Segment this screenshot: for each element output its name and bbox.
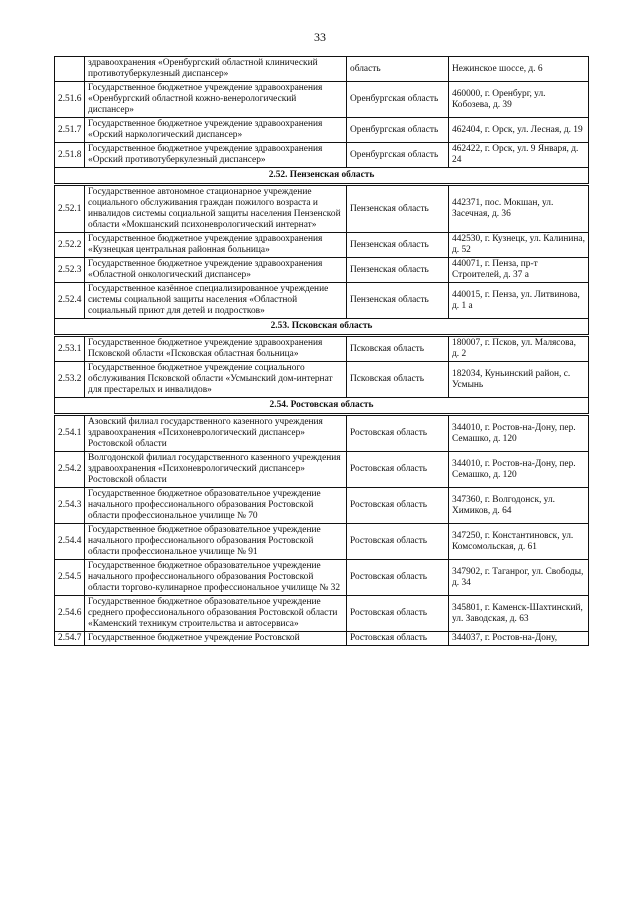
row-number: 2.52.3 [55, 258, 85, 283]
region-name: Оренбургская область [347, 143, 449, 168]
institution-address: 460000, г. Оренбург, ул. Кобозева, д. 39 [449, 82, 589, 118]
table-row [55, 632, 589, 646]
table-row [55, 452, 589, 488]
region-name: Псковская область [347, 362, 449, 398]
table-row [55, 362, 589, 398]
region-name: Оренбургская область [347, 82, 449, 118]
table-row [55, 185, 589, 233]
row-number: 2.52.2 [55, 233, 85, 258]
table-row [55, 233, 589, 258]
table-row [55, 560, 589, 596]
region-name: Пензенская область [347, 233, 449, 258]
region-name: Ростовская область [347, 524, 449, 560]
table-row [55, 336, 589, 362]
region-name: Оренбургская область [347, 118, 449, 143]
institution-address: 440015, г. Пенза, ул. Литвинова, д. 1 а [449, 283, 589, 319]
section-title: 2.52. Пензенская область [55, 168, 589, 185]
region-name: Ростовская область [347, 596, 449, 632]
institutions-table-body [55, 57, 589, 646]
region-name: Ростовская область [347, 415, 449, 452]
region-name: Пензенская область [347, 185, 449, 233]
institution-name: Государственное бюджетное учреждение здравоохранения «Орский наркологический диспансер» [85, 118, 347, 143]
row-number: 2.52.1 [55, 185, 85, 233]
section-title: 2.54. Ростовская область [55, 398, 589, 415]
institution-name: Государственное бюджетное образовательное учреждение начального профессионального образования Ростовской области профессиональное училище № 91 [85, 524, 347, 560]
institution-address: 347250, г. Константиновск, ул. Комсомольская, д. 61 [449, 524, 589, 560]
region-name: Ростовская область [347, 488, 449, 524]
institution-name: Государственное бюджетное учреждение здравоохранения Псковской области «Псковская областная больница» [85, 336, 347, 362]
institution-address: 344010, г. Ростов-на-Дону, пер. Семашко, д. 120 [449, 452, 589, 488]
region-name: область [347, 57, 449, 82]
region-name: Пензенская область [347, 283, 449, 319]
table-row [55, 415, 589, 452]
institution-name: Государственное бюджетное учреждение здравоохранения «Оренбургский областной кожно-венерологический диспансер» [85, 82, 347, 118]
institution-address: 180007, г. Псков, ул. Малясова, д. 2 [449, 336, 589, 362]
table-row [55, 57, 589, 82]
row-number: 2.53.1 [55, 336, 85, 362]
institution-name: Государственное бюджетное образовательное учреждение среднего профессионального образования Ростовской области «Каменский техникум строительства и автосервиса» [85, 596, 347, 632]
institution-name: Государственное бюджетное учреждение Ростовской [85, 632, 347, 646]
region-name: Ростовская область [347, 452, 449, 488]
institution-name: Государственное бюджетное учреждение социального обслуживания Псковской области «Усмынский дом-интернат для престарелых и инвалидов» [85, 362, 347, 398]
section-title: 2.53. Псковская область [55, 319, 589, 336]
table-row [55, 118, 589, 143]
table-row [55, 258, 589, 283]
institution-name: Государственное бюджетное учреждение здравоохранения «Областной онкологический диспансер» [85, 258, 347, 283]
page-number: 33 [314, 30, 326, 44]
row-number: 2.53.2 [55, 362, 85, 398]
row-number: 2.54.7 [55, 632, 85, 646]
institution-address: 442371, пос. Мокшан, ул. Засечная, д. 36 [449, 185, 589, 233]
institution-name: Государственное казённое специализированное учреждение системы социальной защиты населения «Областной социальный приют для детей и подростков» [85, 283, 347, 319]
section-header-row [55, 398, 589, 415]
institution-address: 462422, г. Орск, ул. 9 Января, д. 24 [449, 143, 589, 168]
region-name: Псковская область [347, 336, 449, 362]
row-number: 2.52.4 [55, 283, 85, 319]
institution-address: 462404, г. Орск, ул. Лесная, д. 19 [449, 118, 589, 143]
row-number: 2.54.3 [55, 488, 85, 524]
table-row [55, 82, 589, 118]
institutions-table [54, 56, 589, 646]
row-number [55, 57, 85, 82]
institution-address: 440071, г. Пенза, пр-т Строителей, д. 37 а [449, 258, 589, 283]
row-number: 2.51.6 [55, 82, 85, 118]
institution-name: Государственное бюджетное образовательное учреждение начального профессионального образования Ростовской области торгово-кулинарное профессиональное училище № 32 [85, 560, 347, 596]
table-row [55, 143, 589, 168]
row-number: 2.54.2 [55, 452, 85, 488]
institution-name: Волгодонской филиал государственного казенного учреждения здравоохранения «Психоневрологический диспансер» Ростовской области [85, 452, 347, 488]
institution-address: Нежинское шоссе, д. 6 [449, 57, 589, 82]
institution-address: 344010, г. Ростов-на-Дону, пер. Семашко, д. 120 [449, 415, 589, 452]
row-number: 2.54.1 [55, 415, 85, 452]
row-number: 2.51.7 [55, 118, 85, 143]
institution-address: 442530, г. Кузнецк, ул. Калинина, д. 52 [449, 233, 589, 258]
row-number: 2.54.4 [55, 524, 85, 560]
institution-name: здравоохранения «Оренбургский областной клинический противотуберкулезный диспансер» [85, 57, 347, 82]
institution-name: Государственное бюджетное образовательное учреждение начального профессионального образования Ростовской области профессиональное училище № 70 [85, 488, 347, 524]
section-header-row [55, 168, 589, 185]
region-name: Ростовская область [347, 560, 449, 596]
row-number: 2.54.6 [55, 596, 85, 632]
institution-name: Государственное бюджетное учреждение здравоохранения «Кузнецкая центральная районная больница» [85, 233, 347, 258]
row-number: 2.54.5 [55, 560, 85, 596]
row-number: 2.51.8 [55, 143, 85, 168]
institution-name: Азовский филиал государственного казенного учреждения здравоохранения «Психоневрологический диспансер» Ростовской области [85, 415, 347, 452]
table-row [55, 524, 589, 560]
section-header-row [55, 319, 589, 336]
table-row [55, 596, 589, 632]
table-row [55, 283, 589, 319]
institution-address: 182034, Куньинский район, с. Усмынь [449, 362, 589, 398]
region-name: Ростовская область [347, 632, 449, 646]
institution-address: 347902, г. Таганрог, ул. Свободы, д. 34 [449, 560, 589, 596]
institution-address: 345801, г. Каменск-Шахтинский, ул. Заводская, д. 63 [449, 596, 589, 632]
table-row [55, 488, 589, 524]
institution-address: 347360, г. Волгодонск, ул. Химиков, д. 64 [449, 488, 589, 524]
region-name: Пензенская область [347, 258, 449, 283]
institution-address: 344037, г. Ростов-на-Дону, [449, 632, 589, 646]
institution-name: Государственное автономное стационарное учреждение социального обслуживания граждан пожилого возраста и инвалидов системы социальной защиты населения Пензенской области «Мокшанский психоневрологический интернат» [85, 185, 347, 233]
institution-name: Государственное бюджетное учреждение здравоохранения «Орский противотуберкулезный диспансер» [85, 143, 347, 168]
